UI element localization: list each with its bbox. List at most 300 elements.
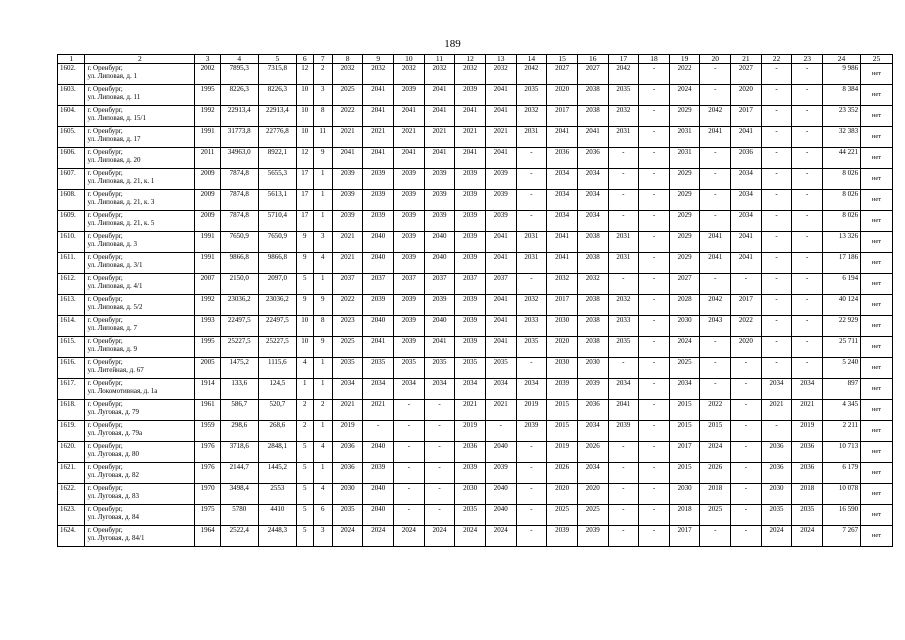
table-cell: 7 267: [823, 526, 861, 547]
table-cell: 8226,3: [258, 85, 296, 106]
table-cell: 2553: [258, 484, 296, 505]
table-cell: 2041: [700, 253, 731, 274]
table-cell: 2019: [516, 400, 547, 421]
table-cell: 2041: [394, 106, 425, 127]
table-cell: 2039: [577, 526, 608, 547]
table-cell: -: [424, 505, 455, 526]
table-cell: 2032: [608, 106, 639, 127]
table-cell: 22776,8: [258, 127, 296, 148]
table-cell: 8: [313, 106, 332, 127]
table-cell: 2035: [608, 85, 639, 106]
table-cell: нет: [861, 463, 893, 484]
table-cell: 2020: [547, 85, 578, 106]
table-cell: 2041: [455, 148, 486, 169]
table-cell: 2040: [485, 484, 516, 505]
table-cell: -: [761, 64, 792, 85]
table-cell: 2020: [731, 337, 762, 358]
table-cell: 4: [313, 484, 332, 505]
table-cell: -: [761, 169, 792, 190]
table-cell: 10: [296, 106, 313, 127]
table-cell: -: [731, 484, 762, 505]
table-cell: 2036: [731, 148, 762, 169]
table-row: [58, 505, 893, 526]
table-cell: -: [761, 211, 792, 232]
table-cell: 2039: [394, 295, 425, 316]
table-cell: -: [792, 85, 823, 106]
table-row: [58, 337, 893, 358]
table-cell: 10: [296, 316, 313, 337]
table-cell: -: [700, 148, 731, 169]
table-cell: 7874,8: [220, 211, 258, 232]
table-cell: 9866,8: [220, 253, 258, 274]
table-cell: 2021: [761, 400, 792, 421]
table-row: [58, 232, 893, 253]
table-cell: 9: [296, 295, 313, 316]
table-cell: 2020: [547, 484, 578, 505]
table-cell: 2035: [455, 358, 486, 379]
table-cell: 2021: [485, 127, 516, 148]
table-cell: 2039: [394, 85, 425, 106]
table-cell: 2031: [669, 127, 700, 148]
table-cell: 8226,3: [220, 85, 258, 106]
table-cell: -: [608, 484, 639, 505]
table-cell: 2039: [455, 463, 486, 484]
table-cell: 897: [823, 379, 861, 400]
table-cell: -: [608, 463, 639, 484]
table-cell: нет: [861, 232, 893, 253]
table-cell: -: [608, 505, 639, 526]
column-header: 5: [258, 55, 296, 64]
table-cell: 3498,4: [220, 484, 258, 505]
table-cell: 2009: [195, 211, 220, 232]
table-cell: 1607.: [58, 169, 85, 190]
column-header: 10: [394, 55, 425, 64]
table-cell: 2031: [516, 127, 547, 148]
table-cell: 2034: [332, 379, 363, 400]
table-cell: 2022: [731, 316, 762, 337]
table-cell: 22497,5: [258, 316, 296, 337]
table-cell: 2039: [394, 211, 425, 232]
table-cell: 2039: [455, 337, 486, 358]
address-cell: г. Оренбург, ул. Литейная, д. 67: [85, 358, 195, 379]
table-cell: -: [731, 442, 762, 463]
table-cell: 133,6: [220, 379, 258, 400]
table-cell: 2025: [700, 505, 731, 526]
table-cell: нет: [861, 358, 893, 379]
table-cell: 2040: [485, 442, 516, 463]
table-cell: 10: [296, 85, 313, 106]
table-cell: 2019: [332, 421, 363, 442]
table-cell: 2015: [669, 421, 700, 442]
table-cell: 2015: [669, 400, 700, 421]
table-cell: -: [424, 400, 455, 421]
table-cell: 1959: [195, 421, 220, 442]
table-cell: -: [639, 421, 670, 442]
column-header: 7: [313, 55, 332, 64]
table-cell: 2039: [363, 295, 394, 316]
table-cell: 2035: [332, 505, 363, 526]
table-cell: -: [700, 337, 731, 358]
table-cell: -: [639, 463, 670, 484]
table-cell: 2035: [792, 505, 823, 526]
table-cell: 2036: [792, 442, 823, 463]
table-cell: 22497,5: [220, 316, 258, 337]
table-cell: 31773,8: [220, 127, 258, 148]
table-cell: 2017: [547, 295, 578, 316]
table-cell: 2041: [485, 295, 516, 316]
table-cell: 2024: [700, 442, 731, 463]
table-cell: 6: [313, 505, 332, 526]
table-cell: 2032: [577, 274, 608, 295]
table-cell: 2029: [669, 253, 700, 274]
table-cell: 2018: [669, 505, 700, 526]
table-cell: -: [639, 274, 670, 295]
table-cell: -: [608, 274, 639, 295]
table-cell: 2034: [577, 211, 608, 232]
table-cell: -: [424, 442, 455, 463]
table-cell: 2039: [363, 190, 394, 211]
address-cell: г. Оренбург, ул. Луговая, д. 83: [85, 484, 195, 505]
housing-register-table: [57, 54, 893, 547]
table-cell: -: [608, 148, 639, 169]
table-cell: -: [792, 358, 823, 379]
table-cell: 1445,2: [258, 463, 296, 484]
table-cell: 2027: [547, 64, 578, 85]
table-cell: 5780: [220, 505, 258, 526]
table-cell: 2009: [195, 169, 220, 190]
table-cell: -: [639, 337, 670, 358]
table-cell: 2024: [332, 526, 363, 547]
table-cell: -: [424, 421, 455, 442]
table-cell: -: [792, 211, 823, 232]
table-cell: -: [639, 190, 670, 211]
table-cell: 9: [296, 232, 313, 253]
table-cell: 2039: [424, 169, 455, 190]
table-cell: -: [731, 379, 762, 400]
table-cell: 2034: [761, 379, 792, 400]
table-cell: 2031: [516, 232, 547, 253]
table-cell: 2035: [761, 505, 792, 526]
table-cell: 2035: [332, 358, 363, 379]
table-cell: 2034: [577, 190, 608, 211]
table-cell: -: [731, 400, 762, 421]
table-cell: 1: [313, 169, 332, 190]
table-cell: 12: [296, 64, 313, 85]
table-cell: 5: [296, 442, 313, 463]
table-cell: 8: [313, 316, 332, 337]
column-header: 1: [58, 55, 85, 64]
table-cell: 9: [313, 295, 332, 316]
table-cell: нет: [861, 253, 893, 274]
table-cell: 2039: [394, 190, 425, 211]
table-cell: 2039: [332, 211, 363, 232]
table-cell: 2035: [516, 337, 547, 358]
table-cell: 2021: [455, 127, 486, 148]
table-cell: -: [792, 127, 823, 148]
table-cell: 2: [313, 400, 332, 421]
table-cell: -: [516, 505, 547, 526]
table-cell: -: [639, 85, 670, 106]
table-cell: нет: [861, 211, 893, 232]
table-cell: 1: [296, 379, 313, 400]
table-cell: -: [700, 379, 731, 400]
table-cell: -: [639, 505, 670, 526]
table-cell: 2041: [424, 148, 455, 169]
table-cell: 3: [313, 232, 332, 253]
table-cell: 7315,8: [258, 64, 296, 85]
table-cell: 2037: [394, 274, 425, 295]
table-cell: -: [731, 505, 762, 526]
table-cell: 1976: [195, 442, 220, 463]
table-cell: 2039: [547, 379, 578, 400]
table-cell: 2024: [455, 526, 486, 547]
table-cell: 2038: [577, 253, 608, 274]
table-cell: -: [639, 358, 670, 379]
table-cell: -: [516, 211, 547, 232]
table-cell: 1608.: [58, 190, 85, 211]
table-cell: -: [424, 484, 455, 505]
table-cell: 5710,4: [258, 211, 296, 232]
table-cell: 2025: [577, 505, 608, 526]
table-cell: 2043: [700, 316, 731, 337]
table-cell: 2025: [332, 337, 363, 358]
table-cell: -: [792, 169, 823, 190]
table-cell: 2031: [669, 148, 700, 169]
table-cell: 2024: [485, 526, 516, 547]
table-cell: 2038: [577, 316, 608, 337]
table-cell: 5613,1: [258, 190, 296, 211]
table-cell: -: [700, 85, 731, 106]
table-cell: 1611.: [58, 253, 85, 274]
table-cell: нет: [861, 337, 893, 358]
table-cell: 10 078: [823, 484, 861, 505]
table-cell: 1606.: [58, 148, 85, 169]
table-cell: 2026: [700, 463, 731, 484]
column-header: 6: [296, 55, 313, 64]
address-cell: г. Оренбург, ул. Луговая, д. 84/1: [85, 526, 195, 547]
table-cell: 2035: [455, 505, 486, 526]
table-row: [58, 358, 893, 379]
table-cell: 16 590: [823, 505, 861, 526]
table-cell: 6 194: [823, 274, 861, 295]
table-row: [58, 253, 893, 274]
table-cell: нет: [861, 190, 893, 211]
table-cell: 2036: [577, 400, 608, 421]
table-cell: 5 240: [823, 358, 861, 379]
table-cell: -: [761, 358, 792, 379]
table-cell: 7650,9: [258, 232, 296, 253]
table-cell: 2039: [455, 316, 486, 337]
table-row: [58, 64, 893, 85]
table-cell: -: [608, 169, 639, 190]
table-cell: 2034: [363, 379, 394, 400]
table-row: [58, 127, 893, 148]
table-cell: 2018: [792, 484, 823, 505]
table-cell: нет: [861, 148, 893, 169]
column-header: 25: [861, 55, 893, 64]
address-cell: г. Оренбург, ул. Липовая, д. 5/2: [85, 295, 195, 316]
table-cell: 2036: [792, 463, 823, 484]
table-cell: 2039: [547, 526, 578, 547]
table-cell: 2034: [547, 190, 578, 211]
table-cell: -: [761, 316, 792, 337]
table-cell: 1624.: [58, 526, 85, 547]
table-cell: 2040: [363, 253, 394, 274]
table-cell: 1991: [195, 127, 220, 148]
table-cell: -: [516, 274, 547, 295]
table-cell: 2041: [455, 106, 486, 127]
table-cell: -: [700, 211, 731, 232]
table-cell: 2021: [332, 253, 363, 274]
table-cell: 1612.: [58, 274, 85, 295]
table-cell: 8 026: [823, 169, 861, 190]
table-cell: 1991: [195, 232, 220, 253]
table-cell: -: [761, 190, 792, 211]
table-cell: 2034: [577, 463, 608, 484]
address-cell: г. Оренбург, ул. Липовая, д. 21, к. 5: [85, 211, 195, 232]
table-cell: 9: [313, 148, 332, 169]
table-cell: 8 026: [823, 211, 861, 232]
table-cell: 5: [296, 505, 313, 526]
table-cell: 2041: [363, 148, 394, 169]
table-cell: 2028: [669, 295, 700, 316]
table-row: [58, 463, 893, 484]
table-row: [58, 274, 893, 295]
table-cell: 2019: [792, 421, 823, 442]
table-cell: 2039: [424, 295, 455, 316]
table-cell: 2021: [485, 400, 516, 421]
table-cell: 2017: [669, 526, 700, 547]
table-cell: 2040: [363, 316, 394, 337]
table-cell: 2034: [731, 190, 762, 211]
page-number: 189: [444, 38, 461, 50]
table-cell: 2015: [547, 400, 578, 421]
table-cell: 7650,9: [220, 232, 258, 253]
table-cell: -: [700, 64, 731, 85]
table-cell: 2036: [332, 463, 363, 484]
table-cell: 2034: [547, 169, 578, 190]
table-cell: 2026: [577, 442, 608, 463]
table-cell: 2040: [424, 316, 455, 337]
column-header: 2: [85, 55, 195, 64]
table-cell: 2036: [455, 442, 486, 463]
table-cell: -: [639, 526, 670, 547]
table-cell: 2034: [547, 211, 578, 232]
table-row: [58, 379, 893, 400]
table-cell: 25227,5: [258, 337, 296, 358]
table-cell: -: [731, 274, 762, 295]
table-cell: 2038: [577, 106, 608, 127]
table-cell: 2015: [669, 463, 700, 484]
table-cell: -: [700, 169, 731, 190]
table-cell: 2035: [424, 358, 455, 379]
table-cell: 2030: [669, 316, 700, 337]
table-cell: 2025: [332, 85, 363, 106]
table-cell: 2041: [485, 253, 516, 274]
address-cell: г. Оренбург, ул. Липовая, д. 21, к. 1: [85, 169, 195, 190]
table-row: [58, 106, 893, 127]
table-cell: 268,6: [258, 421, 296, 442]
table-cell: 2022: [332, 106, 363, 127]
table-cell: -: [792, 316, 823, 337]
table-cell: -: [761, 337, 792, 358]
table-row: [58, 400, 893, 421]
table-cell: 2040: [363, 232, 394, 253]
table-row: [58, 169, 893, 190]
table-cell: 2040: [424, 253, 455, 274]
table-cell: 8 384: [823, 85, 861, 106]
table-cell: 2035: [608, 337, 639, 358]
table-cell: 1: [313, 379, 332, 400]
table-cell: 2041: [577, 127, 608, 148]
table-cell: 2037: [485, 274, 516, 295]
table-cell: 1970: [195, 484, 220, 505]
address-cell: г. Оренбург, ул. Липовая, д. 3/1: [85, 253, 195, 274]
table-cell: 1610.: [58, 232, 85, 253]
table-cell: 2042: [608, 64, 639, 85]
table-cell: 2150,0: [220, 274, 258, 295]
address-cell: г. Оренбург, ул. Липовая, д. 17: [85, 127, 195, 148]
address-cell: г. Оренбург, ул. Луговая, д. 84: [85, 505, 195, 526]
table-cell: 2027: [577, 64, 608, 85]
table-cell: нет: [861, 274, 893, 295]
table-cell: 2021: [363, 400, 394, 421]
table-cell: 2021: [363, 127, 394, 148]
table-cell: 2039: [394, 253, 425, 274]
table-cell: 2039: [424, 190, 455, 211]
table-cell: 2037: [424, 274, 455, 295]
table-cell: -: [516, 148, 547, 169]
table-cell: 1475,2: [220, 358, 258, 379]
address-cell: г. Оренбург, ул. Липовая, д. 3: [85, 232, 195, 253]
table-cell: 1615.: [58, 337, 85, 358]
table-cell: нет: [861, 484, 893, 505]
address-cell: г. Оренбург, ул. Липовая, д. 20: [85, 148, 195, 169]
table-cell: 1993: [195, 316, 220, 337]
table-cell: 2017: [731, 106, 762, 127]
table-cell: 17: [296, 211, 313, 232]
table-cell: 2009: [195, 190, 220, 211]
table-cell: 1613.: [58, 295, 85, 316]
table-cell: 1961: [195, 400, 220, 421]
table-cell: -: [792, 148, 823, 169]
table-cell: 2041: [485, 316, 516, 337]
table-row: [58, 211, 893, 232]
table-cell: 1622.: [58, 484, 85, 505]
table-cell: 2033: [516, 316, 547, 337]
table-cell: 1621.: [58, 463, 85, 484]
table-cell: 2034: [424, 379, 455, 400]
table-cell: 1995: [195, 337, 220, 358]
table-cell: -: [639, 442, 670, 463]
table-cell: 4: [296, 358, 313, 379]
table-cell: 2024: [669, 85, 700, 106]
table-cell: 2031: [608, 127, 639, 148]
table-cell: -: [792, 337, 823, 358]
table-cell: -: [639, 295, 670, 316]
table-cell: нет: [861, 421, 893, 442]
table-cell: 2031: [516, 253, 547, 274]
table-cell: 3: [313, 85, 332, 106]
table-cell: 2041: [424, 85, 455, 106]
table-cell: 22913,4: [258, 106, 296, 127]
table-cell: 2032: [455, 64, 486, 85]
table-cell: -: [516, 442, 547, 463]
address-cell: г. Оренбург, ул. Липовая, д. 1: [85, 64, 195, 85]
table-cell: 1975: [195, 505, 220, 526]
table-cell: 2034: [485, 379, 516, 400]
table-cell: нет: [861, 442, 893, 463]
